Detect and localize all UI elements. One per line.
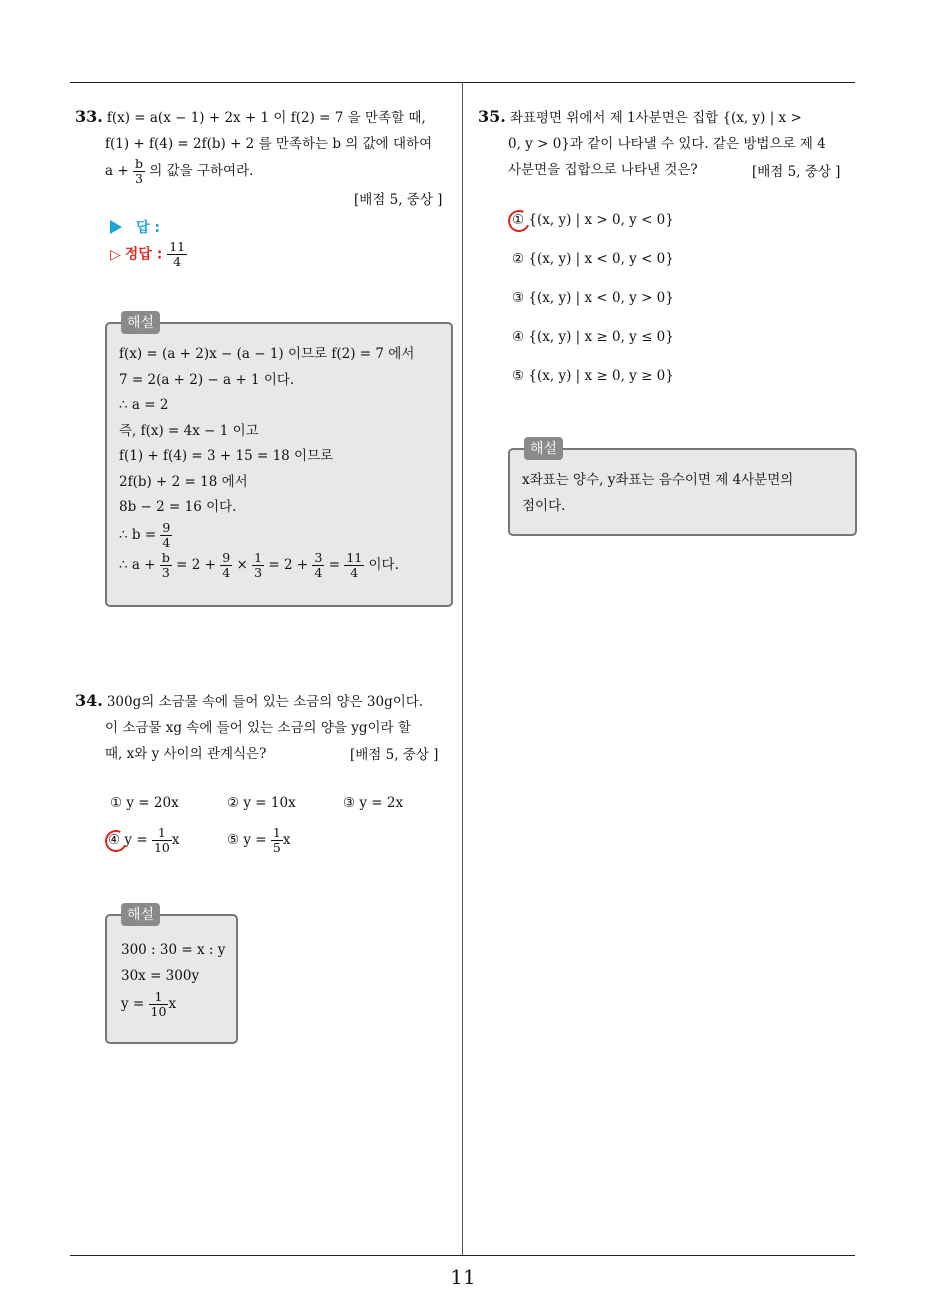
- solution-box: [105, 907, 238, 1044]
- question-number: 34.: [75, 691, 103, 710]
- question-number: 35.: [478, 107, 506, 126]
- solution-tag: 해설: [524, 437, 563, 460]
- play-triangle-icon: [110, 220, 122, 234]
- outline-triangle-icon: ▷: [110, 246, 121, 263]
- fraction: $\frac{b}{3}$: [161, 549, 170, 580]
- option-3[interactable]: ③ {(x, y) | x < 0, y > 0}: [512, 290, 674, 306]
- option-4[interactable]: ④ y = $\frac{1}{10}$ x: [108, 825, 180, 855]
- fraction: $\frac{1}{10}$: [153, 825, 170, 855]
- question-text: 좌표평면 위에서 제 1사분면은 집합 {(x, y) | x >: [509, 110, 802, 126]
- fraction: $\frac{b}{3}$: [134, 156, 143, 186]
- question-number: 33.: [75, 107, 103, 126]
- correct-label: 정답 :: [124, 246, 163, 263]
- question-text: 이 소금물 xg 속에 들어 있는 소금의 양을 yg이라 할: [105, 720, 411, 736]
- solution-text: f(x) = (a + 2)x − (a − 1) 이므로 f(2) = 7 에서 7 = 2(a + 2) − a + 1 이다. ∴ a = 2 즉, f(x) = 4x − 1 이고 f(1) + f(4) = 3 + 15 = 18 이므로 2f(b) + 2 = 18 에서 8b − 2 = 16 이다. ∴ b = $\frac{9}{4}$ ∴ a + $\frac{b}{3}$ = 2 + $\frac{9}{4}$ × $\frac{1}{3}$ = 2 + $\frac{3}{4}$ = $\frac{11}{4}$ 이다.: [119, 346, 415, 580]
- solution-box: [508, 441, 857, 536]
- question-text: 0, y > 0}과 같이 나타낼 수 있다. 같은 방법으로 제 4: [508, 136, 826, 152]
- points-label: [배점 5, 중상 ]: [752, 164, 841, 180]
- points-label: [배점 5, 중상 ]: [354, 192, 443, 208]
- column-divider: [462, 83, 463, 1256]
- option-1[interactable]: ① {(x, y) | x > 0, y < 0}: [512, 212, 674, 228]
- solution-box: [105, 315, 453, 607]
- question-text: 300g의 소금물 속에 들어 있는 소금의 양은 30g이다.: [106, 694, 424, 710]
- correct-fraction: $\frac{11}{4}$: [169, 239, 186, 269]
- page-number: 11: [450, 1265, 476, 1289]
- question-text: f(x) = a(x − 1) + 2x + 1 이 f(2) = 7 을 만족할 때,: [106, 110, 426, 126]
- fraction: $\frac{9}{4}$: [222, 549, 231, 580]
- solution-text: 300 : 30 = x : y 30x = 300y y = $\frac{1}{10}$ x: [121, 942, 226, 1019]
- question-33: [75, 104, 432, 186]
- fraction: $\frac{3}{4}$: [314, 549, 323, 580]
- solution-text: x좌표는 양수, y좌표는 음수이면 제 4사분면의 점이다.: [522, 472, 794, 514]
- option-2[interactable]: ② y = 10x: [227, 795, 296, 811]
- option-1[interactable]: ① y = 20x: [110, 795, 179, 811]
- fraction: $\frac{1}{3}$: [254, 549, 263, 580]
- fraction: $\frac{11}{4}$: [346, 549, 363, 580]
- bottom-rule: [70, 1255, 855, 1256]
- solution-tag: 해설: [121, 311, 160, 334]
- option-5[interactable]: ⑤ y = $\frac{1}{5}$ x: [227, 825, 291, 855]
- points-label: [배점 5, 중상 ]: [350, 747, 439, 763]
- question-text: 때, x와 y 사이의 관계식은?: [105, 746, 267, 762]
- fraction: $\frac{1}{5}$: [272, 825, 281, 855]
- question-text: a +: [105, 163, 129, 179]
- solution-tag: 해설: [121, 903, 160, 926]
- question-text: f(1) + f(4) = 2f(b) + 2 를 만족하는 b 의 값에 대하여: [105, 136, 433, 152]
- question-text: 의 값을 구하여라.: [149, 163, 254, 179]
- answer-label: 답 :: [136, 220, 160, 236]
- option-4[interactable]: ④ {(x, y) | x ≥ 0, y ≤ 0}: [512, 329, 674, 345]
- option-3[interactable]: ③ y = 2x: [343, 795, 404, 811]
- option-5[interactable]: ⑤ {(x, y) | x ≥ 0, y ≥ 0}: [512, 368, 674, 384]
- fraction: $\frac{1}{10}$: [150, 989, 167, 1019]
- question-text: 사분면을 집합으로 나타낸 것은?: [508, 162, 698, 178]
- fraction: $\frac{9}{4}$: [162, 519, 171, 550]
- answer-line: [110, 217, 160, 237]
- correct-answer-line: [110, 240, 187, 269]
- option-2[interactable]: ② {(x, y) | x < 0, y < 0}: [512, 251, 674, 267]
